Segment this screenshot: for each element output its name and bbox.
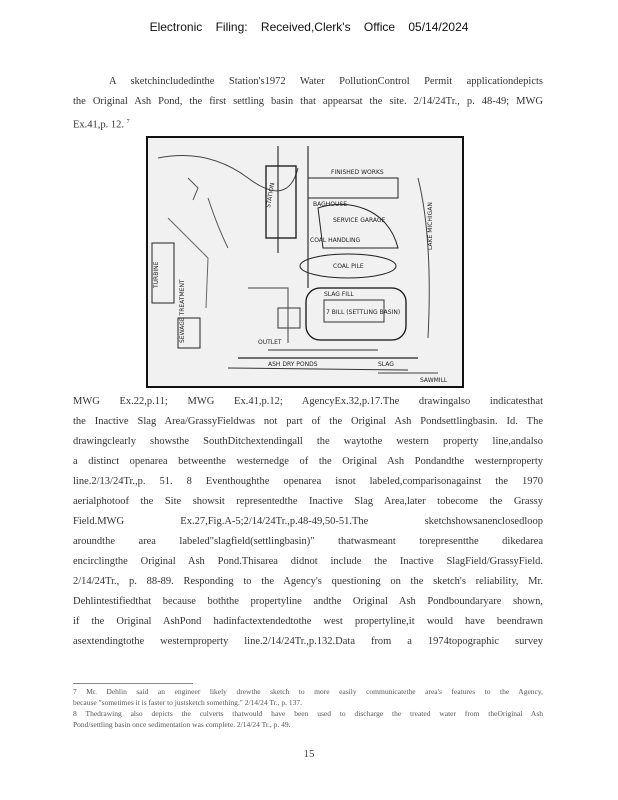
page-number: 15: [303, 748, 315, 760]
sketch-label: TURBINE: [153, 261, 160, 288]
text-line: the Original Ash Pond, the first settling basin that appearsat the site. 2/14/24Tr., p. 48-49; MWG: [73, 96, 543, 107]
text-line: Field.MWG Ex.27,Fig.A-5;2/14/24Tr.,p.48-49,50-51.The sketchshowsanenclosedloop: [73, 516, 543, 527]
filing-stamp-header: Electronic Filing: Received,Clerk's Office 05/14/2024: [149, 20, 469, 34]
paragraph-2: [73, 392, 543, 652]
sketch-label: SERVICE GARAGE: [333, 217, 386, 224]
site-sketch-figure: [146, 136, 464, 388]
sketch-label: SAWMILL: [420, 377, 448, 384]
sketch-label: COAL HANDLING: [310, 237, 361, 244]
sketch-label: 7 BILL (SETTLING BASIN): [326, 309, 401, 316]
text-line: 2/14/24Tr., p. 88-89. Responding to the Agency's questioning on the sketch's reliability, Mr.: [73, 576, 543, 587]
sketch-label: SLAG FILL: [324, 291, 354, 298]
sketch-label: SLAG: [378, 361, 394, 368]
footnote-8-line: Pond/settling basin once sedimentation was complete. 2/14/24 Tr., p. 49.: [73, 720, 291, 729]
footnote-7-line: 7 Mr. Dehlin said an engineer likely drewthe sketch to more easily communicatethe area's features to the Agency,: [73, 687, 543, 696]
text-line: aerialphotoof the Site showsit representedthe Inactive Slag Area,later tobecome the Grassy: [73, 496, 543, 507]
text-line: Dehlintestifiedthat because boththe propertyline andthe Original Ash Pondboundaryare shown,: [73, 596, 543, 607]
text-line: A sketchincludedinthe Station's1972 Water PollutionControl Permit applicationdepicts: [109, 76, 543, 87]
sketch-label: SEWAGE TREATMENT: [179, 279, 186, 343]
text-line: line.2/13/24Tr.,p. 51. 8 Eventhoughthe openarea isnot labeled,comparisonagainst the 1970: [73, 476, 543, 487]
sketch-label: BAGHOUSE: [313, 201, 347, 208]
text-line: encirclingthe Original Ash Pond.Thisarea didnot include the Inactive SlagField/GrassyField.: [73, 556, 543, 567]
paragraph-1: [73, 72, 543, 136]
site-sketch-drawing: [148, 138, 462, 386]
footnote-separator: [73, 683, 193, 684]
sketch-label: STATION: [265, 182, 277, 209]
text-line: MWG Ex.22,p.11; MWG Ex.41,p.12; AgencyEx.32,p.17.The drawingalso indicatesthat: [73, 396, 543, 407]
text-line: Ex.41,p. 12. $^7$: [73, 119, 130, 131]
footnote-marker: 7: [126, 119, 130, 125]
text-line: drawingclearly showsthe SouthDitchextendingall the waytothe western property line,andalso: [73, 436, 543, 447]
footnotes: [73, 686, 543, 730]
text-line: a distinct openarea betweenthe westernedge of the Original Ash Pondandthe westernproperty: [73, 456, 543, 467]
sketch-label: COAL PILE: [333, 263, 364, 270]
text-line: if the Original AshPond hadinfactextendedtothe west propertyline,it would have beendrawn: [73, 616, 543, 627]
sketch-label: OUTLET: [258, 339, 282, 346]
text-line: asextendingtothe westernproperty line.2/14/24Tr.,p.132.Data from a 1974topographic survey: [73, 636, 543, 647]
text-line: aroundthe area labeled"slagfield(settlingbasin)" thatwasmeant torepresentthe dikedarea: [73, 536, 543, 547]
sketch-label: LAKE MICHIGAN: [427, 202, 434, 250]
footnote-8-line: 8 Thedrawing also depicts the culverts thatwould have been used to discharge the treated water from theOriginal Ash: [73, 709, 543, 718]
sketch-label: ASH DRY PONDS: [268, 361, 318, 368]
footnote-7-line: because "sometimes it is faster to justsketch something." 2/14/24 Tr., p. 137.: [73, 698, 303, 707]
sketch-label: FINISHED WORKS: [331, 169, 384, 176]
text-line: the Inactive Slag Area/GrassyFieldwas not part of the Original Ash Pondsettlingbasin. Id. The: [73, 416, 543, 427]
